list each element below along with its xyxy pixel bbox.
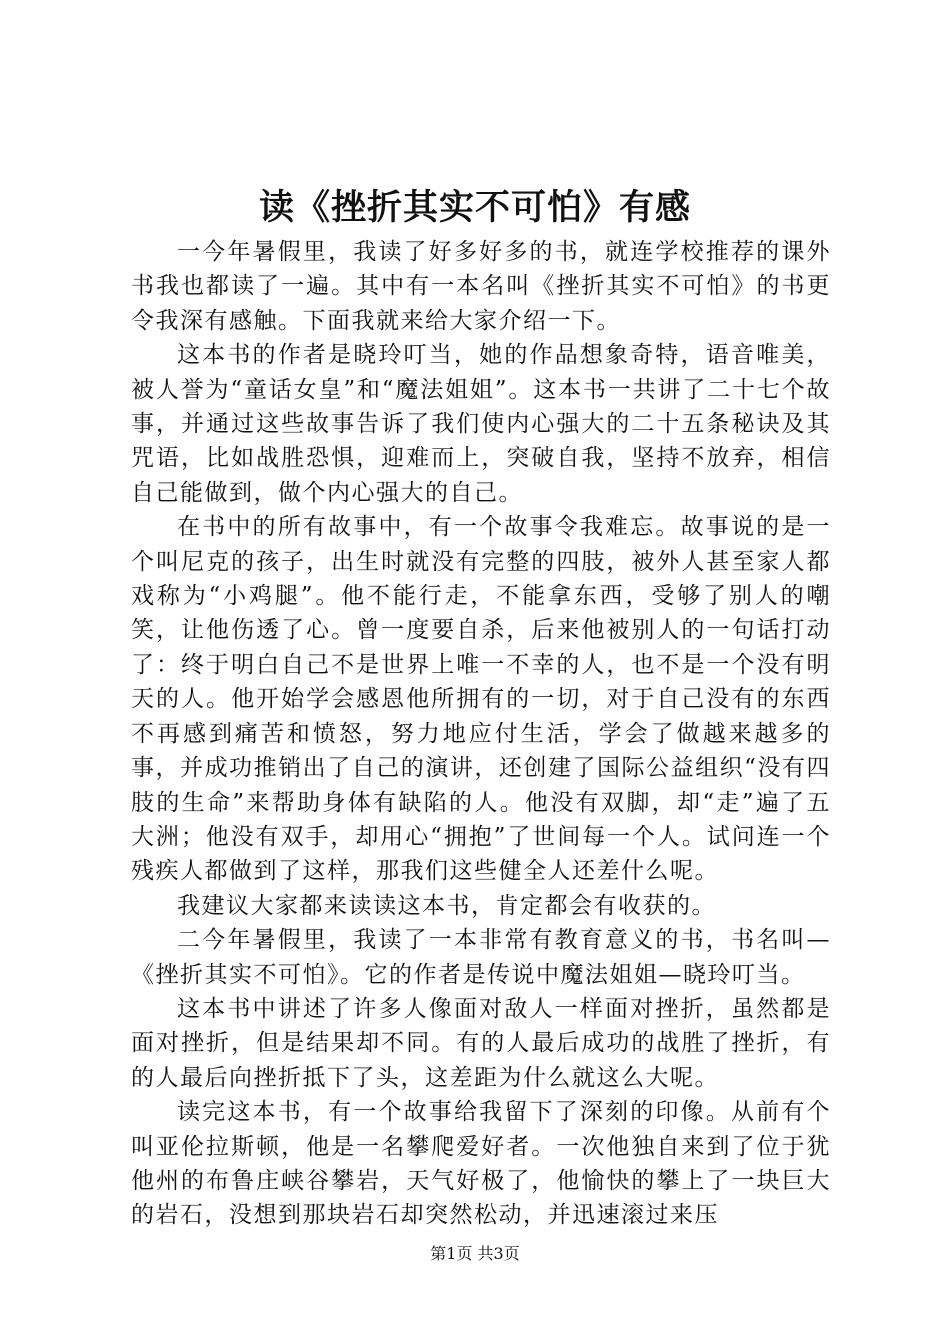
paragraph: 一今年暑假里，我读了好多好多的书，就连学校推荐的课外书我也都读了一遍。其中有一本名叫《挫折其实不可怕》的书更令我深有感触。下面我就来给大家介绍一下。 [131,239,831,334]
document-body [131,235,831,1233]
page-number: 第1页 共3页 [430,1244,520,1263]
document-title: 读《挫折其实不可怕》有感 [258,187,691,228]
paragraph: 我建议大家都来读读这本书，肯定都会有收获的。 [177,892,716,919]
paragraph: 这本书中讲述了许多人像面对敌人一样面对挫折，虽然都是面对挫折，但是结果却不同。有的人最后成功的战胜了挫折，有的人最后向挫折抵下了头，这差距为什么就这么大呢。 [131,995,831,1091]
paragraph: 这本书的作者是晓玲叮当，她的作品想象奇特，语音唯美，被人誉为“童话女皇”和“魔法姐姐”。这本书一共讲了二十七个故事，并通过这些故事告诉了我们使内心强大的二十五条秘诀及其咒语，比如战胜恐惧，迎难而上，突破自我，坚持不放弃，相信自己能做到，做个内心强大的自己。 [131,342,831,506]
paragraph: 读完这本书，有一个故事给我留下了深刻的印像。从前有个叫亚伦拉斯顿，他是一名攀爬爱好者。一次他独自来到了位于犹他州的布鲁庄峡谷攀岩，天气好极了，他愉快的攀上了一块巨大的岩石，没想到那块岩石却突然松动，并迅速滚过来压 [131,1099,831,1229]
paragraph: 在书中的所有故事中，有一个故事令我难忘。故事说的是一个叫尼克的孩子，出生时就没有完整的四肢，被外人甚至家人都戏称为“小鸡腿”。他不能行走，不能拿东西，受够了别人的嘲笑，让他伤透了心。曾一度要自杀，后来他被别人的一句话打动了：终于明白自己不是世界上唯一不幸的人，也不是一个没有明天的人。他开始学会感恩他所拥有的一切，对于自己没有的东西不再感到痛苦和愤怒，努力地应付生活，学会了做越来越多的事，并成功推销出了自己的演讲，还创建了国际公益组织“没有四肢的生命”来帮助身体有缺陷的人。他没有双脚，却“走”遍了五大洲；他没有双手，却用心“拥抱”了世间每一个人。试问连一个残疾人都做到了这样，那我们这些健全人还差什么呢。 [131,514,831,885]
paragraph: 二今年暑假里，我读了一本非常有教育意义的书，书名叫—《挫折其实不可怕》。它的作者是传说中魔法姐姐—晓玲叮当。 [131,927,831,988]
